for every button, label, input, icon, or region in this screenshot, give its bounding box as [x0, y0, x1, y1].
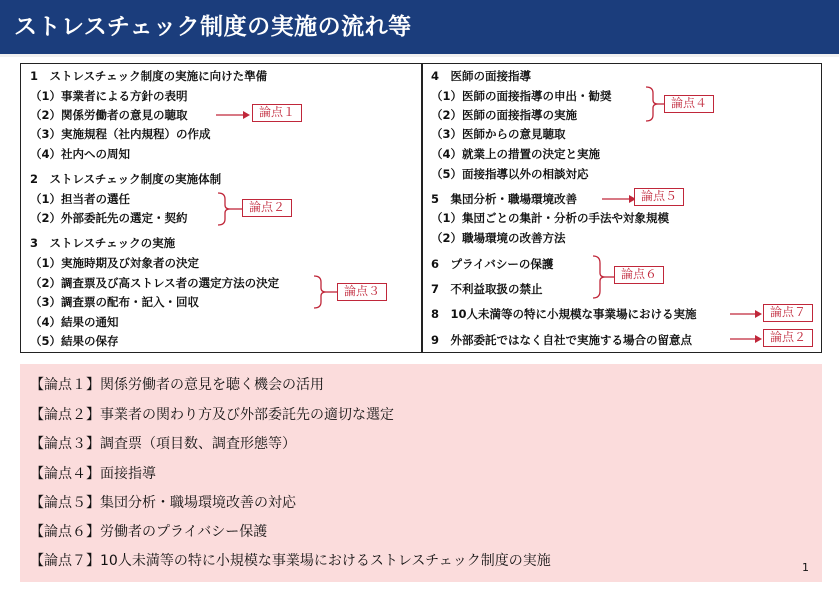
left-line-13: （4）結果の通知 [30, 315, 119, 329]
badge-point-6: 論点６ [614, 266, 664, 284]
left-line-5: （4）社内への周知 [30, 147, 131, 161]
point-item-6: 【論点６】労働者のプライバシー保護 [30, 524, 268, 540]
page-number: 1 [802, 561, 809, 574]
point-item-3: 【論点３】調査票（項目数、調査形態等） [30, 436, 296, 452]
right-line-1: 4 医師の面接指導 [431, 69, 532, 83]
right-line-12: 8 10人未満等の特に小規模な事業場における実施 [431, 307, 697, 321]
right-line-13: 9 外部委託ではなく自社で実施する場合の留意点 [431, 333, 692, 347]
right-line-6: （5）面接指導以外の相談対応 [431, 167, 589, 181]
arrow-right-icon [730, 334, 762, 344]
badge-point-1: 論点１ [252, 104, 302, 122]
badge-point-2-repeat: 論点２ [763, 329, 813, 347]
page-title: ストレスチェック制度の実施の流れ等 [0, 0, 839, 54]
point-item-1: 【論点１】関係労働者の意見を聴く機会の活用 [30, 377, 324, 393]
point-item-5: 【論点５】集団分析・職場環境改善の対応 [30, 495, 296, 511]
right-line-11: 7 不利益取扱の禁止 [431, 282, 543, 296]
badge-point-5: 論点５ [634, 188, 684, 206]
brace-icon [216, 192, 242, 226]
left-line-4: （3）実施規程（社内規程）の作成 [30, 127, 211, 141]
right-line-7: 5 集団分析・職場環境改善 [431, 192, 578, 206]
badge-point-3: 論点３ [337, 283, 387, 301]
right-line-5: （4）就業上の措置の決定と実施 [431, 147, 600, 161]
arrow-right-icon [730, 309, 762, 319]
left-line-10: （1）実施時期及び対象者の決定 [30, 256, 199, 270]
arrow-right-icon [602, 194, 636, 204]
right-line-4: （3）医師からの意見聴取 [431, 127, 566, 141]
left-line-2: （1）事業者による方針の表明 [30, 89, 188, 103]
point-item-7: 【論点７】10人未満等の特に小規模な事業場におけるストレスチェック制度の実施 [30, 553, 551, 569]
right-line-8: （1）集団ごとの集計・分析の手法や対象規模 [431, 211, 669, 225]
right-line-9: （2）職場環境の改善方法 [431, 231, 566, 245]
left-line-9: 3 ストレスチェックの実施 [30, 236, 176, 250]
left-line-3: （2）関係労働者の意見の聴取 [30, 108, 188, 122]
point-item-2: 【論点２】事業者の関わり方及び外部委託先の適切な選定 [30, 407, 394, 423]
point-item-4: 【論点４】面接指導 [30, 466, 156, 482]
left-line-7: （1）担当者の選任 [30, 192, 131, 206]
right-line-3: （2）医師の面接指導の実施 [431, 108, 578, 122]
badge-point-4: 論点４ [664, 95, 714, 113]
right-line-10: 6 プライバシーの保護 [431, 257, 554, 271]
arrow-right-icon [216, 110, 250, 120]
left-line-14: （5）結果の保存 [30, 334, 119, 348]
title-underline [0, 54, 839, 57]
left-line-6: 2 ストレスチェック制度の実施体制 [30, 172, 222, 186]
left-line-1: 1 ストレスチェック制度の実施に向けた準備 [30, 69, 268, 83]
brace-icon [312, 275, 338, 309]
column-divider [421, 63, 423, 353]
left-line-8: （2）外部委託先の選定・契約 [30, 211, 188, 225]
badge-point-7: 論点７ [763, 304, 813, 322]
left-line-11: （2）調査票及び高ストレス者の選定方法の決定 [30, 276, 280, 290]
left-line-12: （3）調査票の配布・記入・回収 [30, 295, 199, 309]
right-line-2: （1）医師の面接指導の申出・勧奨 [431, 89, 612, 103]
badge-point-2: 論点２ [242, 199, 292, 217]
